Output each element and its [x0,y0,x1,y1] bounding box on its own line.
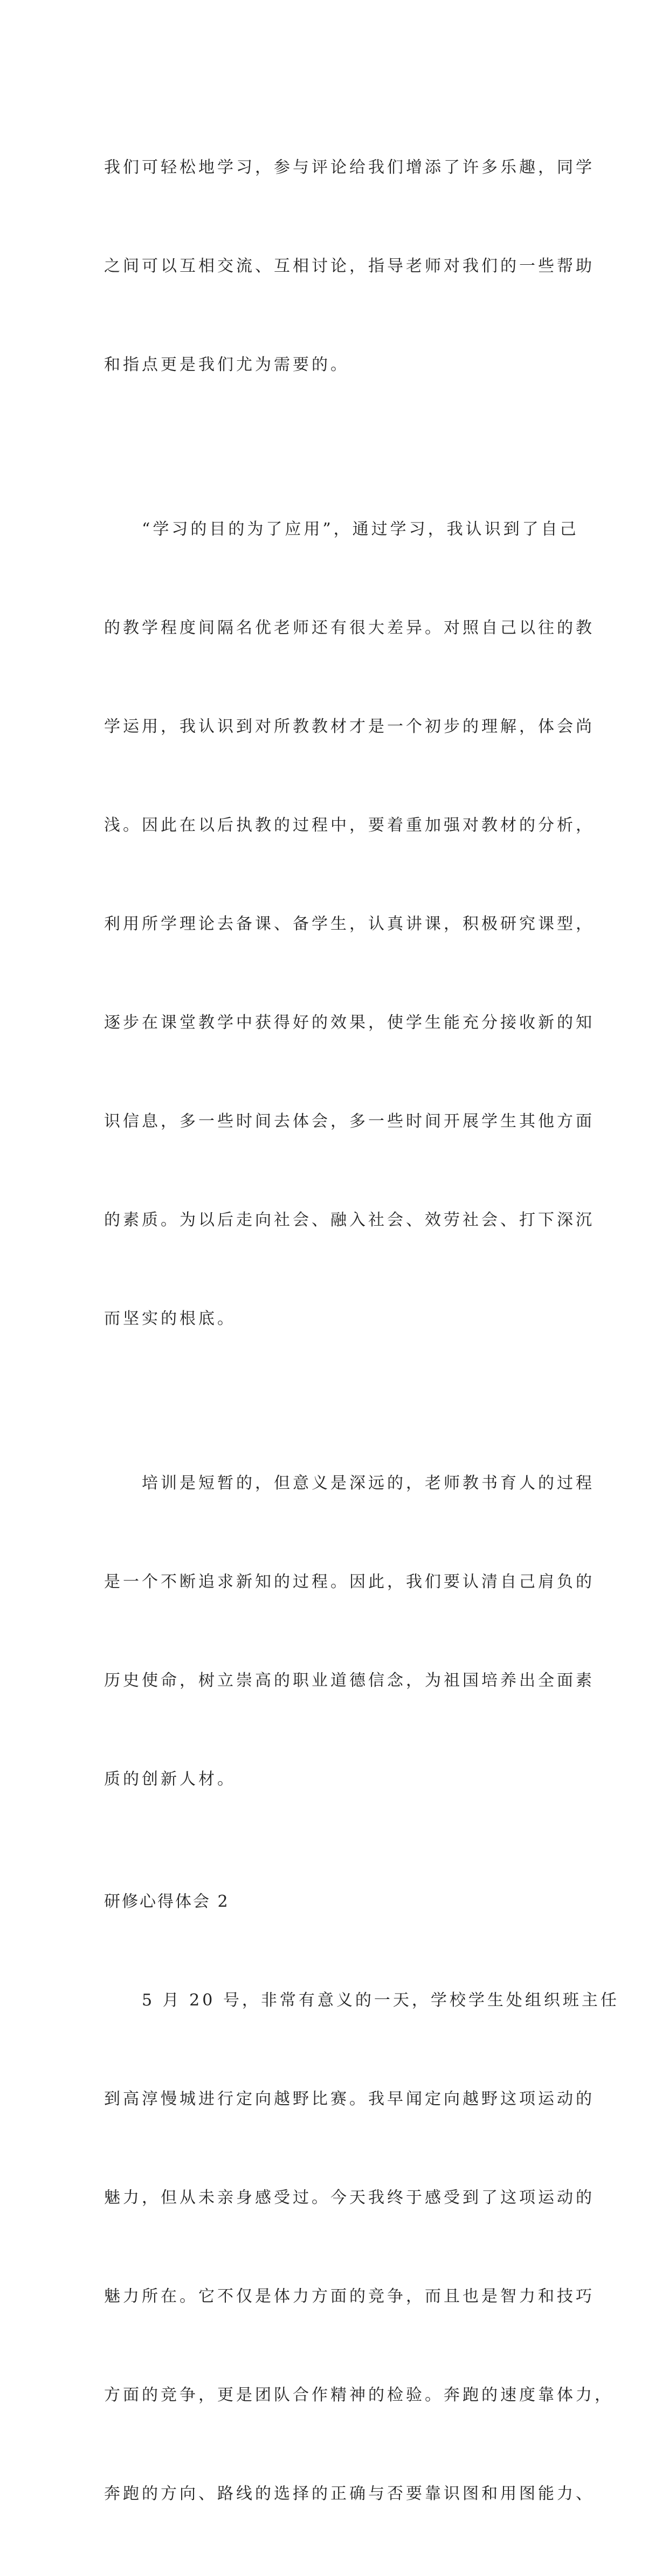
text-line: 魅力所在。它不仅是体力方面的竞争，而且也是智力和技巧 [104,2287,595,2306]
text-line: 5 月 20 号，非常有意义的一天，学校学生处组织班主任 [104,1991,619,2010]
paragraph-4 [104,1918,619,2576]
text-line: 和指点更是我们尤为需要的。 [104,355,349,374]
text-line: 的素质。为以后走向社会、融入社会、效劳社会、打下深沉 [104,1211,595,1229]
text-line: 是一个不断追求新知的过程。因此，我们要认清自己肩负的 [104,1572,595,1591]
text-line: 浅。因此在以后执教的过程中，要着重加强对教材的分析， [104,816,595,835]
text-line: 魅力，但从未亲身感受过。今天我终于感受到了这项运动的 [104,2188,595,2207]
paragraph-1 [104,85,595,447]
text-line: 奔跑的方向、路线的选择的正确与否要靠识图和用图能力、 [104,2484,595,2503]
text-line: 逐步在课堂教学中获得好的效果，使学生能充分接收新的知 [104,1013,595,1032]
text-line: 方面的竞争，更是团队合作精神的检验。奔跑的速度靠体力， [104,2386,613,2405]
text-line: 而坚实的根底。 [104,1309,236,1328]
text-line: 培训是短暂的，但意义是深远的，老师教书育人的过程 [104,1474,595,1493]
text-line: 我们可轻松地学习，参与评论给我们增添了许多乐趣，同学 [104,158,595,177]
text-line: 历史使命，树立崇高的职业道德信念，为祖国培养出全面素 [104,1671,595,1690]
document-body [104,85,619,2576]
text-line: 识信息，多一些时间去体会，多一些时间开展学生其他方面 [104,1112,595,1131]
text-line: 的教学程度间隔名优老师还有很大差异。对照自己以往的教 [104,619,595,637]
text-line: 学运用，我认识到对所教教材才是一个初步的理解，体会尚 [104,717,595,736]
text-line: 利用所学理论去备课、备学生，认真讲课，积极研究课型， [104,915,595,933]
text-line: 质的创新人材。 [104,1770,236,1789]
text-line: 之间可以互相交流、互相讨论，指导老师对我们的一些帮助 [104,257,595,276]
text-line: “学习的目的为了应用”，通过学习，我认识到了自己 [104,520,579,539]
paragraph-2 [104,447,595,1401]
section-heading: 研修心得体会 2 [104,1892,230,1911]
paragraph-3 [104,1401,595,1861]
text-line: 到高淳慢城进行定向越野比赛。我早闻定向越野这项运动的 [104,2090,595,2108]
